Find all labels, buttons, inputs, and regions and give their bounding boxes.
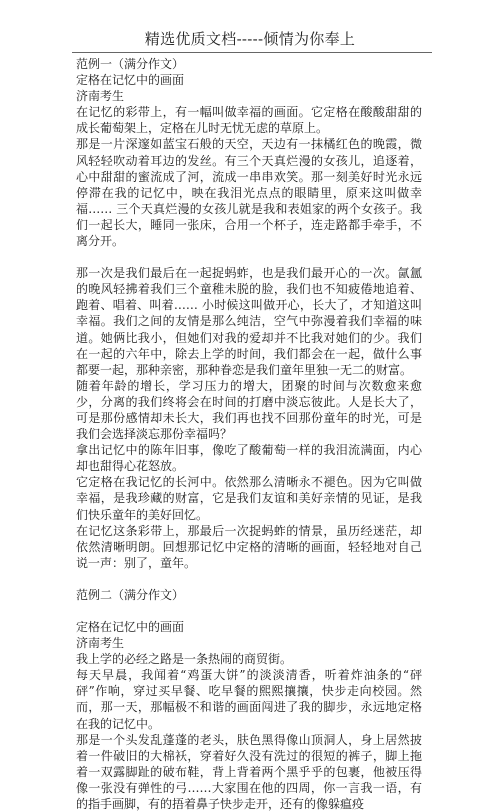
paragraph: 定格在记忆中的画面 [76,73,185,88]
paragraph: 济南考生 [76,636,125,651]
document-body [76,56,422,812]
paragraph-gap [76,603,422,619]
paragraph: 在记忆这条彩带上，那最后一次捉蚂蚱的情景，虽历经迷茫，却依然清晰明朗。回想那记忆中定格的清晰的画面，轻轻地对自己说一声：别了，童年。 [76,523,422,570]
paragraph: 它定格在我记忆的长河中。依然那么清晰永不褪色。因为它叫做幸福，是我珍藏的财富，它是我们友谊和美好亲情的见证，是我们快乐童年的美好回忆。 [76,475,422,522]
paragraph: 随着年龄的增长，学习压力的增大，团聚的时间与次数愈来愈少，分离的我们终将会在时间的打磨中淡忘彼此。人是长大了，可是那份感情却未长大，我们再也找不回那份童年的时光，可是我们会选择淡忘那份幸福吗？ [76,378,422,442]
paragraph: 在记忆的彩带上，有一幅叫做幸福的画面。它定格在酸酸甜甜的成长葡萄架上，定格在儿时无忧无虑的草原上。 [76,105,422,136]
paragraph: 每天早晨，我闻着“鸡蛋大饼”的淡淡清香，听着炸油条的“砰砰”作响，穿过买早餐、吃早餐的熙熙攘攘，快步走向校园。然而，那一天，那幅极不和谐的画面闯进了我的脚步，永远地定格在我的记忆中。 [76,668,422,731]
paragraph: 范例一（满分作文） [76,57,185,71]
paragraph: 那是一个头发乱蓬蓬的老头，肤色黑得像山顶洞人，身上居然披着一件破旧的大棉袄，穿着好久没有洗过的很短的裤子，脚上拖着一双露脚趾的破布鞋，背上背着两个黑乎乎的包裹，他被压得像一张没有弹性的弓……大家围在他的四周，你一言我一语，有的指手画脚，有的捂着鼻子快步走开，还有的像躲瘟疫 [76,732,422,812]
paragraph: 拿出记忆中的陈年旧事，像吃了酸葡萄一样的我泪流满面，内心却也甜得心花怒放。 [76,443,422,474]
paragraph-gap [76,571,422,587]
header-divider [72,52,432,53]
paragraph: 范例二（满分作文） [76,587,185,602]
paragraph: 济南考生 [76,89,125,104]
paragraph: 那是一片深邃如蓝宝石般的天空，天边有一抹橘红色的晚霞，微风轻轻吹动着耳边的发丝。有三个天真烂漫的女孩儿，追逐着，心中甜甜的蜜流成了河，流成一串串欢笑。那一刻美好时光永远停滞在我的记忆中，映在我泪光点点的眼睛里，原来这叫做幸福…… 三个天真烂漫的女孩儿就是我和表姐家的两个女孩子。我们一起长大，睡同一张床，合用一个杯子，连走路都手牵手，不离分开。 [76,137,422,249]
paragraph: 那一次是我们最后在一起捉蚂蚱，也是我们最开心的一次。氤氲的晚风轻拂着我们三个童稚未脱的脸，我们也不知疲倦地追着、跑着、唱着、叫着…… 小时候这叫做开心，长大了，才知道这叫幸福。我们之间的友情是那么纯洁，空气中弥漫着我们幸福的味道。她俩比我小，但她们对我的爱却并不比我对她们的少。我们在一起的六年中，除去上学的时间，我们都会在一起，做什么事都要一起，那种亲密，那种眷恋是我们童年里独一无二的财富。 [76,266,422,377]
paragraph: 我上学的必经之路是一条热闹的商贸街。 [76,652,293,667]
paragraph-gap [76,249,422,265]
page-header [0,0,500,56]
header-title: 精选优质文档-----倾情为你奉上 [144,30,356,48]
paragraph: 定格在记忆中的画面 [76,620,185,634]
